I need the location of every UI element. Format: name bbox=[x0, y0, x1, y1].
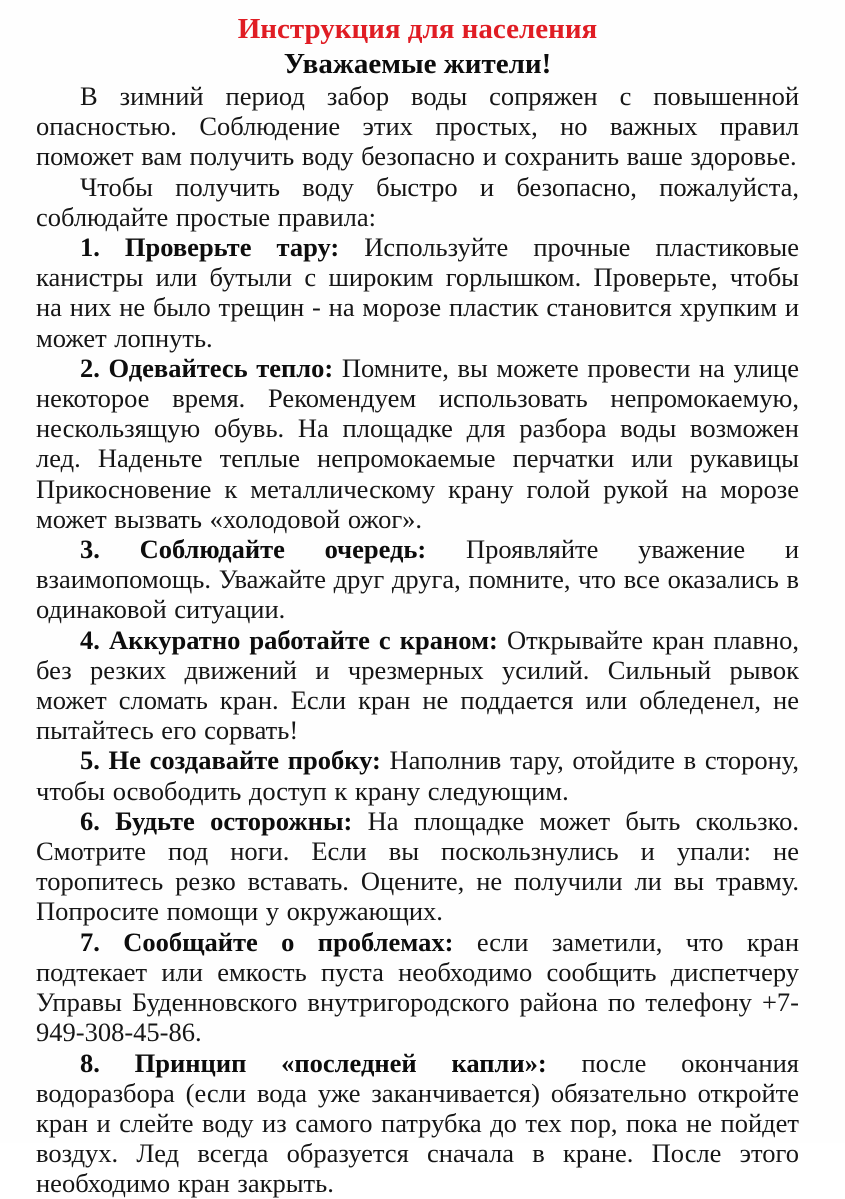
rule-lead: 5. Не создавайте пробку: bbox=[80, 745, 381, 776]
rule-text: Открывайте кран плавно, без резких движений и чрезмерных усилий. Сильный рывок может сломать кран. Если кран не поддается или обледенел, не пытайтесь его сорвать! bbox=[36, 624, 799, 746]
rule-paragraph bbox=[36, 625, 799, 746]
rule-paragraph bbox=[36, 232, 799, 353]
document-title: Инструкция для населения bbox=[237, 13, 598, 45]
intro-paragraph bbox=[36, 81, 799, 172]
intro-paragraph bbox=[36, 172, 799, 232]
rule-paragraph bbox=[36, 1048, 799, 1199]
rule-lead: 2. Одевайтесь тепло: bbox=[80, 352, 334, 383]
intro-paragraph-text: Чтобы получить воду быстро и безопасно, пожалуйста, соблюдайте простые правила: bbox=[36, 171, 799, 232]
rule-paragraph bbox=[36, 806, 799, 927]
rule-text: после окончания водоразбора (если вода уже заканчивается) обязательно откройте кран и слейте воду из самого патрубка до тех пор, пока не пойдет воздух. Лед всегда образуется сначала в кране. После этого необходимо кран закрыть. bbox=[36, 1047, 799, 1199]
rule-paragraph bbox=[36, 353, 799, 534]
rule-lead: 3. Соблюдайте очередь: bbox=[80, 534, 427, 565]
rule-text: Проявляйте уважение и взаимопомощь. Уважайте друг друга, помните, что все оказались в одинаковой ситуации. bbox=[36, 534, 799, 625]
rule-lead: 7. Сообщайте о проблемах: bbox=[80, 926, 454, 957]
document-subtitle: Уважаемые жители! bbox=[283, 48, 552, 80]
rule-text: Наполнив тару, отойдите в сторону, чтобы освободить доступ к крану следующим. bbox=[36, 745, 799, 806]
rule-paragraph bbox=[36, 745, 799, 805]
rule-text: Используйте прочные пластиковые канистры или бутыли с широким горлышком. Проверьте, чтобы на них не было трещин - на морозе пластик становится хрупким и может лопнуть. bbox=[36, 232, 799, 353]
rule-paragraph bbox=[36, 534, 799, 625]
rule-lead: 8. Принцип «последней капли»: bbox=[80, 1047, 547, 1078]
intro-paragraph-text: В зимний период забор воды сопряжен с повышенной опасностью. Соблюдение этих простых, но важных правил поможет вам получить воду безопасно и сохранить ваше здоровье. bbox=[36, 81, 799, 172]
rule-lead: 1. Проверьте тару: bbox=[80, 232, 340, 263]
rule-lead: 6. Будьте осторожны: bbox=[80, 805, 353, 836]
rule-text: На площадке может быть скользко. Смотрите под ноги. Если вы поскользнулись и упали: не торопитесь резко вставать. Оцените, не получили ли вы травму. Попросите помощи у окружающих. bbox=[36, 805, 800, 927]
rule-text: если заметили, что кран подтекает или емкость пуста необходимо сообщить диспетчеру Управы Буденновского внутригородского района по телефону +7-949-308-45-86. bbox=[36, 926, 799, 1048]
rule-text: Помните, вы можете провести на улице некоторое время. Рекомендуем использовать непромокаемую, нескользящую обувь. На площадке для разбора воды возможен лед. Наденьте теплые непромокаемые перчатки или рукавицы Прикосновение к металлическому крану голой рукой на морозе может вызвать «холодовой ожог». bbox=[36, 352, 799, 534]
rule-paragraph bbox=[36, 927, 799, 1048]
rule-lead: 4. Аккуратно работайте с краном: bbox=[80, 624, 498, 655]
